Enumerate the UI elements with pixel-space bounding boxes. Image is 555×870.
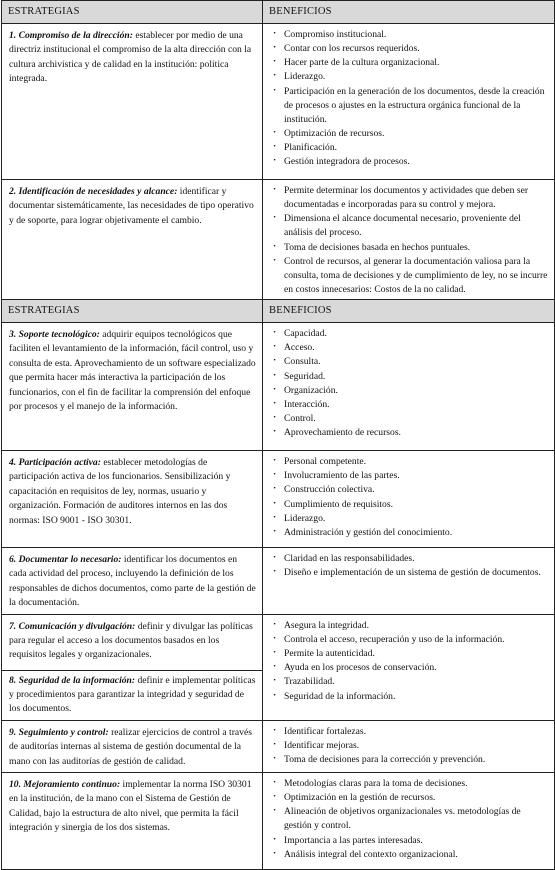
benefit-item: · Participación en la generación de los documentos, desde la creación de procesos o ajustes en la estructura orgánica funcional de la institución. <box>271 85 550 128</box>
header-benefits: BENEFICIOS <box>263 300 555 323</box>
table-row <box>2 614 555 720</box>
benefit-item: · Optimización de recursos. <box>271 127 550 141</box>
strategy-text: definir e implementar políticas y procedimientos para garantizar la integridad y seguridad de los documentos. <box>9 674 256 715</box>
benefit-item: · Asegura la integridad. <box>271 619 550 633</box>
strategy-cell <box>2 451 263 548</box>
benefits-list <box>271 777 550 862</box>
header-row <box>2 1 555 24</box>
benefit-item: · Seguridad. <box>271 370 550 384</box>
benefit-item: · Contar con los recursos requeridos. <box>271 42 550 56</box>
benefit-item: · Capacidad. <box>271 327 550 341</box>
strategy-title: 8. Seguridad de la información: <box>9 674 136 686</box>
benefit-item: · Consulta. <box>271 355 550 369</box>
strategy-title: 7. Comunicación y divulgación: <box>9 620 136 632</box>
strategy-text: definir y divulgar las políticas para regular el acceso a los documentos basados en los requisitos legales y organizacionales. <box>9 620 253 661</box>
strategy-text: implementar la norma ISO 30301 en la institución, de la mano con el Sistema de Gestión de Calidad, bajo la estructura de alto nivel, que permita la fácil integración y sinergia de los dos sistemas. <box>9 778 252 834</box>
benefits-cell <box>263 548 555 615</box>
benefit-item: · Ayuda en los procesos de conservación. <box>271 661 550 675</box>
strategy-text: identificar los documentos en cada actividad del proceso, incluyendo la definición de los responsables de dichos documentos, como parte de la gestión de la documentación. <box>9 554 256 609</box>
benefit-item: · Identificar mejoras. <box>271 739 550 753</box>
benefit-item: · Control. <box>271 412 550 426</box>
benefit-item: · Interacción. <box>271 398 550 412</box>
strategy-text: adquirir equipos tecnológicos que faciliten el levantamiento de la información, fácil control, uso y consulta de esta. Aprovechamiento de un software especializado que permita hacer más interactiva la participación de los funcionarios, con el fin de facilitar la comprensión del enfoque por procesos y el manejo de la información. <box>9 329 256 412</box>
benefits-cell <box>263 451 555 548</box>
table-row <box>2 772 555 869</box>
strategy-cell <box>2 23 263 179</box>
header-row <box>2 300 555 323</box>
strategy-cell <box>2 614 263 720</box>
benefits-cell <box>263 23 555 179</box>
benefit-item: · Involucramiento de las partes. <box>271 469 550 483</box>
benefit-item: · Gestión integradora de procesos. <box>271 155 550 169</box>
benefit-item: · Construcción colectiva. <box>271 483 550 497</box>
strategy-title: 4. Participación activa: <box>9 457 101 468</box>
strategy-cell <box>2 179 263 300</box>
strategies-table <box>1 0 555 870</box>
strategy-subcell <box>2 671 262 720</box>
benefit-item: · Personal competente. <box>271 455 550 469</box>
benefit-item: · Organización. <box>271 384 550 398</box>
benefits-list <box>271 552 550 580</box>
benefit-item: · Identificar fortalezas. <box>271 725 550 739</box>
header-strategies: ESTRATEGIAS <box>2 300 263 323</box>
benefit-item: · Administración y gestión del conocimiento. <box>271 526 550 540</box>
benefit-item: · Seguridad de la información. <box>271 690 550 704</box>
benefits-cell <box>263 323 555 451</box>
benefit-item: · Análisis integral del contexto organizacional. <box>271 848 550 862</box>
benefit-item: · Trazabilidad. <box>271 675 550 689</box>
benefits-cell <box>263 179 555 300</box>
benefits-list <box>271 28 550 170</box>
table-row <box>2 451 555 548</box>
strategy-cell <box>2 323 263 451</box>
benefits-list <box>271 619 550 704</box>
benefits-cell <box>263 720 555 772</box>
strategy-title: 9. Seguimiento y control: <box>9 726 109 738</box>
strategy-title: 10. Mejoramiento continuo: <box>9 778 121 790</box>
benefits-list <box>271 327 550 441</box>
strategy-cell <box>2 548 263 615</box>
benefit-item: · Importancia a las partes interesadas. <box>271 834 550 848</box>
strategy-title: 3. Soporte tecnológico: <box>9 329 100 340</box>
strategy-title: 2. Identificación de necesidades y alcance: <box>9 185 178 197</box>
benefit-item: · Hacer parte de la cultura organizacional. <box>271 56 550 70</box>
benefit-item: · Toma de decisiones basada en hechos puntuales. <box>271 241 550 255</box>
table-row <box>2 548 555 615</box>
benefit-item: · Optimización en la gestión de recursos. <box>271 791 550 805</box>
benefits-list <box>271 184 550 298</box>
benefit-item: · Acceso. <box>271 341 550 355</box>
benefit-item: · Claridad en las responsabilidades. <box>271 552 550 566</box>
benefit-item: · Liderazgo. <box>271 512 550 526</box>
strategy-text: identificar y documentar sistemáticamente, las necesidades de tipo operativo y de soporte, para lograr objetivamente el cambio. <box>9 185 254 226</box>
strategy-title: 1. Compromiso de la dirección: <box>9 29 133 41</box>
benefit-item: · Diseño e implementación de un sistema de gestión de documentos. <box>271 566 550 580</box>
benefit-item: · Controla el acceso, recuperación y uso de la información. <box>271 633 550 647</box>
strategy-text: realizar ejercicios de control a través de auditorías internas al sistema de gestión documental de la mano con las auditorías de gestión de calidad. <box>9 726 252 767</box>
strategy-title: 6. Documentar lo necesario: <box>9 554 122 565</box>
header-strategies: ESTRATEGIAS <box>2 1 263 24</box>
table-row <box>2 23 555 179</box>
benefit-item: · Dimensiona el alcance documental necesario, proveniente del análisis del proceso. <box>271 212 550 240</box>
table-row <box>2 179 555 300</box>
benefit-item: · Liderazgo. <box>271 70 550 84</box>
strategy-subcell <box>2 615 262 671</box>
benefit-item: · Planificación. <box>271 141 550 155</box>
benefits-list <box>271 725 550 768</box>
benefit-item: · Compromiso institucional. <box>271 28 550 42</box>
benefit-item: · Control de recursos, al generar la documentación valiosa para la consulta, toma de decisiones y de cumplimiento de ley, no se incurre en costos innecesarios: Costos de la no calidad. <box>271 255 550 298</box>
header-benefits: BENEFICIOS <box>263 1 555 24</box>
benefit-item: · Toma de decisiones para la corrección y prevención. <box>271 753 550 767</box>
benefit-item: · Alineación de objetivos organizacionales vs. metodologías de gestión y control. <box>271 805 550 833</box>
benefit-item: · Permite determinar los documentos y actividades que deben ser documentadas e incorporadas para su control y mejora. <box>271 184 550 212</box>
benefit-item: · Aprovechamiento de recursos. <box>271 426 550 440</box>
table-row <box>2 323 555 451</box>
benefit-item: · Metodologías claras para la toma de decisiones. <box>271 777 550 791</box>
benefits-list <box>271 455 550 540</box>
strategy-text: establecer por medio de una directriz institucional el compromiso de la alta dirección con la cultura archivística y de calidad en la institución: política integrada. <box>9 29 252 84</box>
strategy-cell <box>2 720 263 772</box>
benefits-cell <box>263 772 555 869</box>
benefit-item: · Permite la autenticidad. <box>271 647 550 661</box>
benefit-item: · Cumplimiento de requisitos. <box>271 498 550 512</box>
strategy-cell <box>2 772 263 869</box>
table-row <box>2 720 555 772</box>
strategy-text: establecer metodologías de participación activa de los funcionarios. Sensibilización y capacitación en requisitos de ley, normas, usuario y organización. Formación de auditores internos en las dos normas: ISO 9001 - ISO 30301. <box>9 457 231 526</box>
benefits-cell <box>263 614 555 720</box>
